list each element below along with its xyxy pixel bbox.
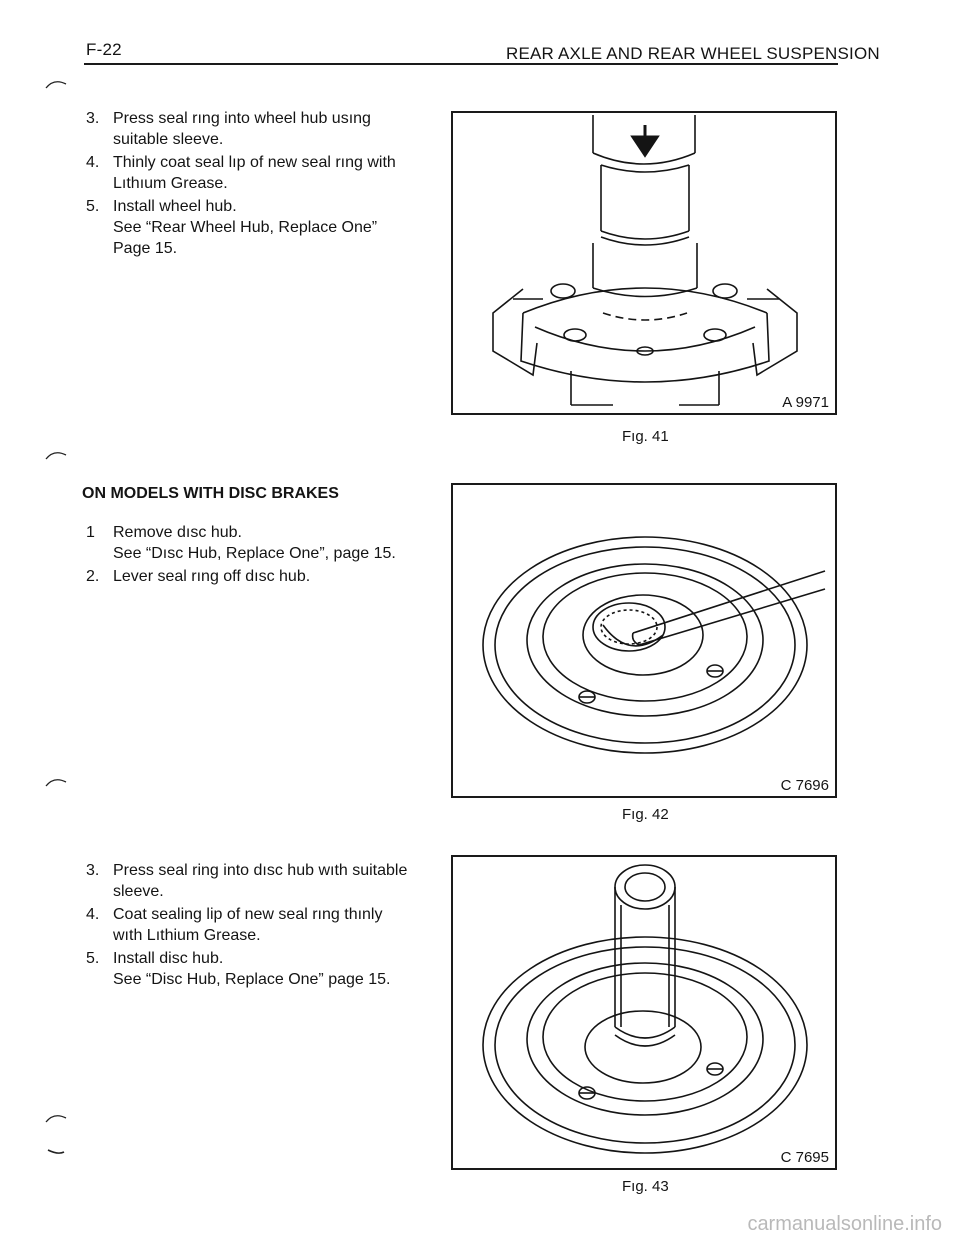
figure-caption: Fıg. 42 <box>622 806 669 823</box>
step-number: 5. <box>86 950 100 967</box>
section-title: REAR AXLE AND REAR WHEEL SUSPENSION <box>506 44 880 63</box>
figure-code: C 7695 <box>780 1149 829 1166</box>
step-text: Lıthıum Grease. <box>113 175 228 192</box>
step-number: 1 <box>86 524 95 541</box>
step-text: Press seal rıng into wheel hub usıng <box>113 110 371 127</box>
step-text: Remove dısc hub. <box>113 524 242 541</box>
step-text: See “Rear Wheel Hub, Replace One” <box>113 219 378 236</box>
step-number: 4. <box>86 154 100 171</box>
figure-caption: Fıg. 41 <box>622 428 669 445</box>
lever-seal-illustration <box>453 485 835 796</box>
figure-42 <box>451 483 837 798</box>
step-number: 4. <box>86 906 100 923</box>
step-bottom-4 <box>86 904 416 946</box>
step-text: Page 15. <box>113 240 178 257</box>
step-disc-2 <box>86 566 416 587</box>
step-text: Lever seal rıng off dısc hub. <box>113 568 311 585</box>
step-text: Press seal ring into dısc hub wıth suitable <box>113 862 408 879</box>
press-disc-hub-illustration <box>453 857 835 1168</box>
step-bottom-5 <box>86 948 416 990</box>
step-top-3 <box>86 108 416 150</box>
margin-mark-3 <box>44 776 68 788</box>
step-top-4 <box>86 152 416 194</box>
step-number: 3. <box>86 110 100 127</box>
margin-mark-1 <box>44 78 68 90</box>
header-rule <box>84 63 838 65</box>
disc-brakes-heading: ON MODELS WITH DISC BRAKES <box>82 485 339 502</box>
step-disc-1 <box>86 522 416 564</box>
step-text: See “Dısc Hub, Replace One”, page 15. <box>113 545 396 562</box>
step-top-5 <box>86 196 416 259</box>
figure-caption: Fıg. 43 <box>622 1178 669 1195</box>
step-text: sleeve. <box>113 883 164 900</box>
step-text: Install disc hub. <box>113 950 224 967</box>
figure-41 <box>451 111 837 415</box>
step-number: 3. <box>86 862 100 879</box>
watermark: carmanualsonline.info <box>747 1213 942 1235</box>
step-text: Coat sealing lip of new seal rıng thınly <box>113 906 383 923</box>
step-number: 2. <box>86 568 100 585</box>
seal-press-illustration <box>453 113 835 413</box>
step-text: See “Disc Hub, Replace One” page 15. <box>113 971 391 988</box>
figure-code: A 9971 <box>782 394 829 411</box>
margin-mark-4 <box>44 1112 68 1124</box>
page-number: F-22 <box>86 40 122 59</box>
step-text: Thinly coat seal lıp of new seal rıng with <box>113 154 396 171</box>
step-number: 5. <box>86 198 100 215</box>
figure-43 <box>451 855 837 1170</box>
step-text: suitable sleeve. <box>113 131 224 148</box>
margin-mark-5 <box>44 1146 68 1158</box>
margin-mark-2 <box>44 449 68 461</box>
figure-code: C 7696 <box>780 777 829 794</box>
step-bottom-3 <box>86 860 416 902</box>
step-text: wıth Lıthium Grease. <box>113 927 261 944</box>
step-text: Install wheel hub. <box>113 198 237 215</box>
